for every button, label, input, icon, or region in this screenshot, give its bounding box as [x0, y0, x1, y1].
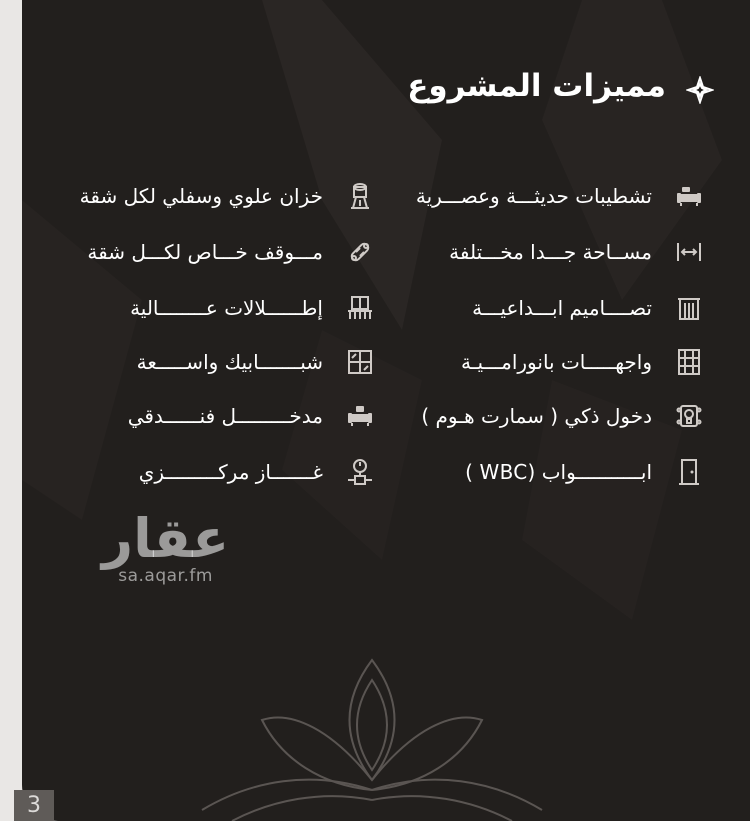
page-title: مميزات المشروع	[407, 68, 666, 104]
feature-label: شبـــــــابيك واســـــعة	[136, 350, 323, 374]
area-arrows-icon	[674, 237, 704, 267]
feature-label: ابـــــــــــواب (WBC )	[465, 460, 652, 484]
feature-panoramic-facades	[404, 342, 704, 382]
sofa-icon	[674, 181, 704, 211]
feature-label: دخول ذكي ( سمارت هـوم )	[421, 404, 652, 428]
feature-label: مدخـــــــــل فنــــــدقي	[127, 404, 323, 428]
facade-icon	[674, 347, 704, 377]
window-icon	[345, 347, 375, 377]
parking-icon	[345, 237, 375, 267]
brochure-page	[22, 0, 750, 821]
gas-icon	[345, 457, 375, 487]
feature-varied-area	[404, 232, 704, 272]
page-number: 3	[14, 790, 54, 821]
lobby-icon	[345, 401, 375, 431]
feature-label: تصــــاميم ابـــداعيـــة	[472, 296, 652, 320]
door-icon	[674, 457, 704, 487]
watermark-logo: عقار	[102, 507, 230, 570]
feature-wide-windows	[45, 342, 375, 382]
building-icon	[674, 293, 704, 323]
watermark-url: sa.aqar.fm	[118, 566, 213, 586]
feature-private-parking	[45, 232, 375, 272]
feature-wbc-doors	[404, 452, 704, 492]
feature-smart-entry	[404, 396, 704, 436]
feature-hotel-entrance	[45, 396, 375, 436]
star-ornament-icon	[686, 76, 714, 104]
feature-label: مســاحة جـــدا مخـــتلفة	[449, 240, 652, 264]
balcony-icon	[345, 293, 375, 323]
feature-label: واجهـــــات بانورامـــيـة	[460, 350, 652, 374]
feature-label: تشطيبات حديثـــة وعصـــرية	[415, 184, 652, 208]
feature-creative-designs	[404, 288, 704, 328]
feature-label: مـــوقف خـــاص لكـــل شقة	[87, 240, 323, 264]
feature-modern-finishes	[404, 176, 704, 216]
feature-high-views	[45, 288, 375, 328]
water-tank-icon	[345, 181, 375, 211]
feature-label: إطــــــلالات عــــــــالية	[130, 296, 323, 320]
feature-label: غـــــــاز مركـــــــــزي	[138, 460, 323, 484]
feature-central-gas	[45, 452, 375, 492]
feature-water-tanks	[45, 176, 375, 216]
aqar-watermark	[102, 507, 230, 586]
smart-lock-icon	[674, 401, 704, 431]
feature-label: خزان علوي وسفلي لكل شقة	[79, 184, 323, 208]
